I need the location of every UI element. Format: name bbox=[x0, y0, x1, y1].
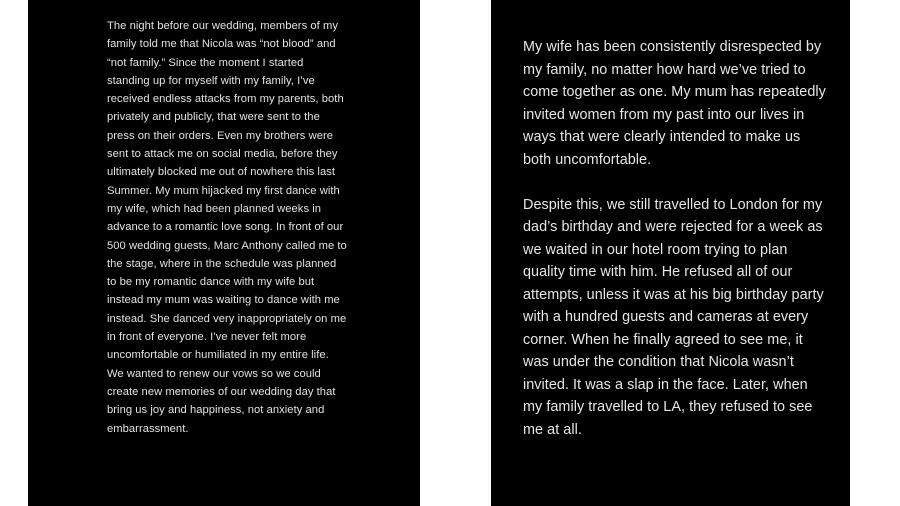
right-statement-paragraph-2: Despite this, we still travelled to London for my dad’s birthday and were rejected for a week as we waited in our hotel room trying to plan quality time with him. He refused all of our attempts, unless it was at his big birthday party with a hundred guests and cameras at every corner. When he finally agreed to see me, it was under the condition that Nicola wasn’t invited. It was a slap in the face. Later, when my family travelled to LA, they refused to see me at all. bbox=[523, 196, 824, 438]
right-statement-panel bbox=[491, 0, 850, 506]
right-statement-paragraph-1: My wife has been consistently disrespected by my family, no matter how hard we’ve tried to come together as one. My mum has repeatedly invited women from my past into our lives in ways that were clearly intended to make us both uncomfortable. bbox=[523, 39, 826, 168]
left-statement-panel bbox=[28, 0, 420, 506]
left-statement-paragraph: The night before our wedding, members of my family told me that Nicola was “not blood” and “not family.” Since the moment I started standing up for myself with my family, I’ve received endless attacks from my parents, both privately and publicly, that were sent to the press on their orders. Even my brothers were sent to attack me on social media, before they ultimately blocked me out of nowhere this last Summer. My mum hijacked my first dance with my wife, which had been planned weeks in advance to a romantic love song. In front of our 500 wedding guests, Marc Anthony called me to the stage, where in the schedule was planned to be my romantic dance with my wife but instead my mum was waiting to dance with me instead. She danced very inappropriately on me in front of everyone. I’ve never felt more uncomfortable or humiliated in my entire life. We wanted to renew our vows so we could create new memories of our wedding day that bring us joy and happiness, not anxiety and embarrassment. bbox=[107, 20, 347, 435]
